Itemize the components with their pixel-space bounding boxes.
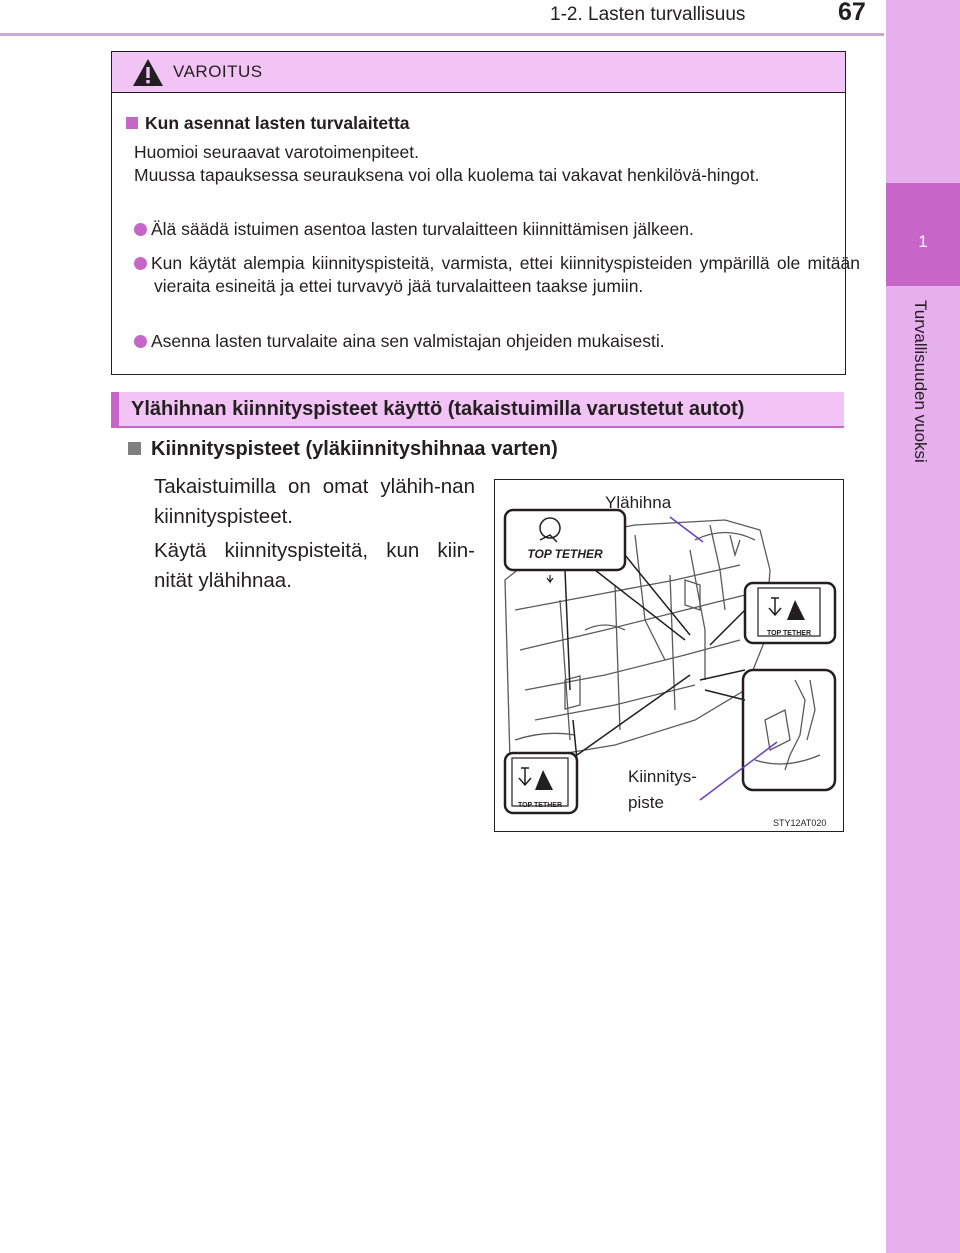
- warning-triangle-icon: [132, 58, 164, 87]
- upper-strap-label: Ylähihna: [605, 493, 672, 512]
- warning-header: [112, 52, 845, 93]
- warning-item: Älä säädä istuimen asentoa lasten turvalaitteen kiinnittämisen jälkeen.: [134, 218, 860, 241]
- warning-box: [111, 51, 860, 375]
- page-number: 67: [838, 0, 866, 26]
- strap-pointer-line: [670, 517, 703, 542]
- top-tether-sticker-text-2: TOP TETHER: [517, 802, 563, 809]
- round-bullet-icon: [134, 257, 147, 270]
- seat-illustration: [495, 480, 844, 832]
- warning-heading-text: Kun asennat lasten turvalaitetta: [145, 113, 410, 133]
- top-tether-sticker-text: TOP TETHER: [766, 630, 812, 637]
- anchor-closeup-frame: [743, 670, 835, 790]
- callout-badge-frame: [505, 510, 625, 570]
- round-bullet-icon: [134, 335, 147, 348]
- anchor-label-line2: piste: [628, 793, 664, 812]
- top-tether-badge-text: TOP TETHER: [527, 547, 603, 561]
- square-bullet-icon: [126, 117, 138, 129]
- warning-intro-2: Muussa tapauksessa seurauksena voi olla kuolema tai vakavat henkilövä-hingot.: [134, 165, 760, 185]
- figure-code: STY12AT020: [773, 818, 827, 828]
- warning-heading: [126, 113, 410, 134]
- round-bullet-icon: [134, 223, 147, 236]
- warning-label: VAROITUS: [173, 62, 263, 81]
- section-title: 1-2. Lasten turvallisuus: [550, 4, 746, 25]
- warning-intro-1: Huomioi seuraavat varotoimenpiteet.: [134, 142, 420, 162]
- warning-item: Kun käytät alempia kiinnityspisteitä, varmista, ettei kiinnityspisteiden ympärillä ole mitään vieraita esineitä ja ettei turvavyö jää turvalaitteen taakse jumiin.: [134, 252, 860, 298]
- warning-item: Asenna lasten turvalaite aina sen valmistajan ohjeiden mukaisesti.: [134, 330, 860, 353]
- tether-anchor-illustration: [494, 479, 844, 832]
- square-bullet-icon: [128, 442, 141, 455]
- section-banner: [111, 392, 844, 428]
- body-paragraph: Takaistuimilla on omat ylähih-nan kiinnityspisteet.: [154, 475, 475, 528]
- body-paragraph: Käytä kiinnityspisteitä, kun kiin-nität ylähihnaa.: [154, 539, 475, 592]
- chapter-number: 1: [918, 232, 928, 251]
- anchor-label-line1: Kiinnitys-: [628, 767, 697, 786]
- section-banner-text: Ylähihnan kiinnityspisteet käyttö (takaistuimilla varustetut autot): [131, 398, 745, 420]
- subsection-heading: Kiinnityspisteet (yläkiinnityshihnaa varten): [128, 438, 558, 461]
- header-divider: [0, 33, 884, 36]
- chapter-title: Turvallisuuden vuoksi: [911, 300, 930, 463]
